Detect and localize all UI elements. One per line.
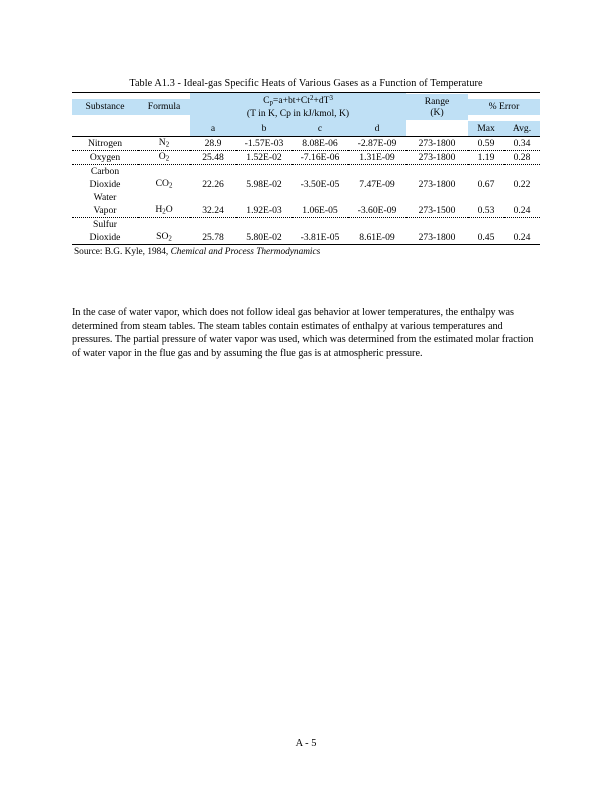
cell-spacer bbox=[468, 191, 504, 204]
formula-subscript: 2 bbox=[168, 183, 173, 190]
cell-coef-d: -2.87E-09 bbox=[348, 137, 406, 151]
table-bottom-rule bbox=[72, 245, 540, 246]
cell-range: 273-1800 bbox=[418, 232, 456, 244]
cell-spacer bbox=[468, 218, 504, 232]
cp-sup2: 3 bbox=[329, 95, 333, 103]
header-percent-error-label: % Error bbox=[468, 99, 540, 114]
header-coef-d bbox=[348, 121, 406, 137]
cell-spacer bbox=[138, 165, 190, 179]
header-coef-a bbox=[190, 121, 236, 137]
formula-value bbox=[156, 178, 173, 189]
cell-spacer bbox=[292, 165, 348, 179]
header-coef-a-label: a bbox=[190, 121, 236, 136]
cell-max: 0.59 bbox=[468, 137, 504, 151]
formula-value bbox=[159, 137, 169, 148]
header-coef-b-label: b bbox=[236, 121, 292, 136]
cell-coef-b: 1.92E-03 bbox=[236, 204, 292, 218]
header-max-label: Max bbox=[468, 121, 504, 136]
source-prefix: Source: B.G. Kyle, 1984, bbox=[74, 247, 171, 258]
cell-coef-c: -3.81E-05 bbox=[300, 232, 340, 244]
cell-spacer bbox=[236, 191, 292, 204]
cell-spacer bbox=[292, 218, 348, 232]
formula-subscript: 2 bbox=[165, 142, 170, 149]
cell-spacer bbox=[236, 165, 292, 179]
formula-subscript: 2 bbox=[162, 209, 166, 216]
substance-name: Oxygen bbox=[89, 152, 121, 164]
cell-coef-a: 25.48 bbox=[190, 151, 236, 165]
cell-coef-b: 5.80E-02 bbox=[246, 232, 282, 244]
cell-coef-c: -7.16E-06 bbox=[292, 151, 348, 165]
header-coef-c bbox=[292, 121, 348, 137]
table-row-name-overflow bbox=[72, 218, 540, 232]
cell-avg: 0.24 bbox=[513, 232, 531, 244]
cell-spacer bbox=[504, 218, 540, 232]
cell-avg: 0.22 bbox=[513, 179, 531, 191]
cell-spacer bbox=[138, 191, 190, 204]
cell-spacer bbox=[348, 218, 406, 232]
cell-substance: Vapor bbox=[72, 204, 138, 218]
table-row bbox=[72, 204, 540, 218]
cell-formula bbox=[138, 178, 190, 191]
cell-spacer bbox=[468, 165, 504, 179]
cp-sup1: 2 bbox=[309, 95, 314, 103]
header-substance-label: Substance bbox=[72, 99, 138, 114]
header-range-box bbox=[406, 94, 468, 121]
header-max bbox=[468, 121, 504, 137]
header-avg-label: Avg. bbox=[504, 121, 540, 136]
table-block bbox=[72, 78, 540, 257]
header-cp-formula bbox=[190, 93, 406, 121]
formula-value bbox=[159, 151, 169, 162]
cell-spacer bbox=[292, 191, 348, 204]
cell-spacer bbox=[348, 191, 406, 204]
cell-coef-a: 25.78 bbox=[202, 232, 224, 244]
table-row bbox=[72, 178, 540, 191]
cell-avg: 0.24 bbox=[504, 204, 540, 218]
cell-spacer bbox=[504, 191, 540, 204]
table-row-name-overflow bbox=[72, 165, 540, 179]
cell-coef-c: -3.50E-05 bbox=[300, 179, 340, 191]
cell-coef-d: 8.61E-09 bbox=[359, 232, 395, 244]
formula-subscript: 2 bbox=[165, 156, 170, 163]
cell-coef-d: 1.31E-09 bbox=[348, 151, 406, 165]
formula-value bbox=[156, 231, 172, 242]
header-range-line1: Range bbox=[424, 95, 450, 107]
body-paragraph: In the case of water vapor, which does not follow ideal gas behavior at lower temperatures, the enthalpy was determined from steam tables. The steam tables contain estimates of enthalpy at various temperatures and pressures. The partial pressure of water vapor was used, which was determined from the estimated molar fraction of water vapor in the flue gas and by assuming the flue gas is at atmospheric pressure. bbox=[72, 307, 534, 359]
cell-range: 273-1800 bbox=[406, 151, 468, 165]
cell-spacer bbox=[504, 165, 540, 179]
cell-range: 273-1800 bbox=[418, 179, 456, 191]
cell-coef-b: 1.52E-02 bbox=[236, 151, 292, 165]
header-formula bbox=[138, 93, 190, 121]
cell-formula bbox=[138, 231, 190, 245]
header-formula-label: Formula bbox=[138, 99, 190, 114]
cell-spacer bbox=[190, 218, 236, 232]
cell-substance: Dioxide bbox=[89, 232, 121, 244]
table-header-row-sub bbox=[72, 121, 540, 137]
header-coef-d-label: d bbox=[348, 121, 406, 136]
page-footer: A - 5 bbox=[295, 738, 317, 749]
header-range-line2: (K) bbox=[430, 107, 444, 118]
cell-substance-line1: Water bbox=[93, 192, 117, 204]
cell-substance-line1: Sulfur bbox=[93, 219, 117, 231]
header-sub-spacer-formula bbox=[138, 121, 190, 137]
cell-formula bbox=[138, 151, 190, 165]
formula-base: O bbox=[158, 151, 166, 163]
cell-spacer bbox=[190, 191, 236, 204]
cell-avg: 0.28 bbox=[504, 151, 540, 165]
formula-suffix: O bbox=[165, 204, 173, 216]
cell-max: 0.45 bbox=[477, 232, 495, 244]
cell-spacer bbox=[406, 165, 468, 179]
cell-spacer bbox=[406, 191, 468, 204]
cell-coef-b: 5.98E-02 bbox=[246, 179, 282, 191]
cell-spacer bbox=[348, 165, 406, 179]
source-title: Chemical and Process Thermodynamics bbox=[170, 247, 321, 258]
cell-substance bbox=[72, 151, 138, 165]
table-title: Table A1.3 - Ideal-gas Specific Heats of Various Gases as a Function of Temperature bbox=[129, 78, 483, 89]
header-substance bbox=[72, 93, 138, 121]
cell-coef-a: 28.9 bbox=[190, 137, 236, 151]
cp-equation bbox=[263, 95, 333, 106]
cell-range: 273-1800 bbox=[406, 137, 468, 151]
table-row-name-overflow bbox=[72, 191, 540, 204]
header-range bbox=[406, 93, 468, 121]
cell-formula bbox=[138, 137, 190, 151]
cell-coef-c: 1.06E-05 bbox=[292, 204, 348, 218]
cell-spacer bbox=[406, 218, 468, 232]
cp-symbol: C bbox=[263, 95, 270, 107]
cell-spacer bbox=[190, 165, 236, 179]
header-avg bbox=[504, 121, 540, 137]
header-coef-c-label: c bbox=[292, 121, 348, 136]
cell-avg: 0.34 bbox=[504, 137, 540, 151]
table-header-row-main bbox=[72, 93, 540, 121]
cell-substance: Dioxide bbox=[89, 179, 121, 191]
cp-mid2: +dT bbox=[313, 95, 330, 107]
cell-coef-d: -3.60E-09 bbox=[348, 204, 406, 218]
cell-substance-line1: Carbon bbox=[90, 166, 120, 178]
formula-base: H bbox=[155, 204, 163, 216]
cell-substance bbox=[72, 137, 138, 151]
cp-units-note: (T in K, Cp in kJ/kmol, K) bbox=[246, 107, 350, 119]
table-source-note bbox=[72, 247, 540, 257]
header-percent-error bbox=[468, 93, 540, 121]
header-sub-spacer-range bbox=[406, 121, 468, 137]
table-row bbox=[72, 151, 540, 165]
formula-value bbox=[155, 204, 172, 215]
cell-coef-a: 22.26 bbox=[202, 179, 224, 191]
cp-mid1: =a+bt+Ct bbox=[272, 95, 310, 107]
cell-formula bbox=[138, 204, 190, 218]
cell-max: 0.67 bbox=[477, 179, 495, 191]
cell-max: 1.19 bbox=[468, 151, 504, 165]
cell-coef-d: 7.47E-09 bbox=[359, 179, 395, 191]
formula-base: CO bbox=[155, 178, 169, 190]
formula-subscript: 2 bbox=[168, 236, 172, 243]
header-cp-formula-box bbox=[190, 93, 406, 121]
cell-coef-c: 8.08E-06 bbox=[292, 137, 348, 151]
formula-base: SO bbox=[156, 231, 169, 243]
cp-subscript: p bbox=[269, 99, 273, 107]
formula-base: N bbox=[158, 137, 166, 149]
header-coef-b bbox=[236, 121, 292, 137]
cell-spacer bbox=[138, 218, 190, 232]
cell-range: 273-1500 bbox=[406, 204, 468, 218]
cell-coef-b: -1.57E-03 bbox=[236, 137, 292, 151]
table-row bbox=[72, 137, 540, 151]
cell-max: 0.53 bbox=[468, 204, 504, 218]
header-sub-spacer-substance bbox=[72, 121, 138, 137]
cell-coef-a: 32.24 bbox=[190, 204, 236, 218]
specific-heats-table bbox=[72, 92, 540, 245]
table-row bbox=[72, 231, 540, 245]
cell-spacer bbox=[236, 218, 292, 232]
substance-name: Nitrogen bbox=[87, 138, 123, 150]
